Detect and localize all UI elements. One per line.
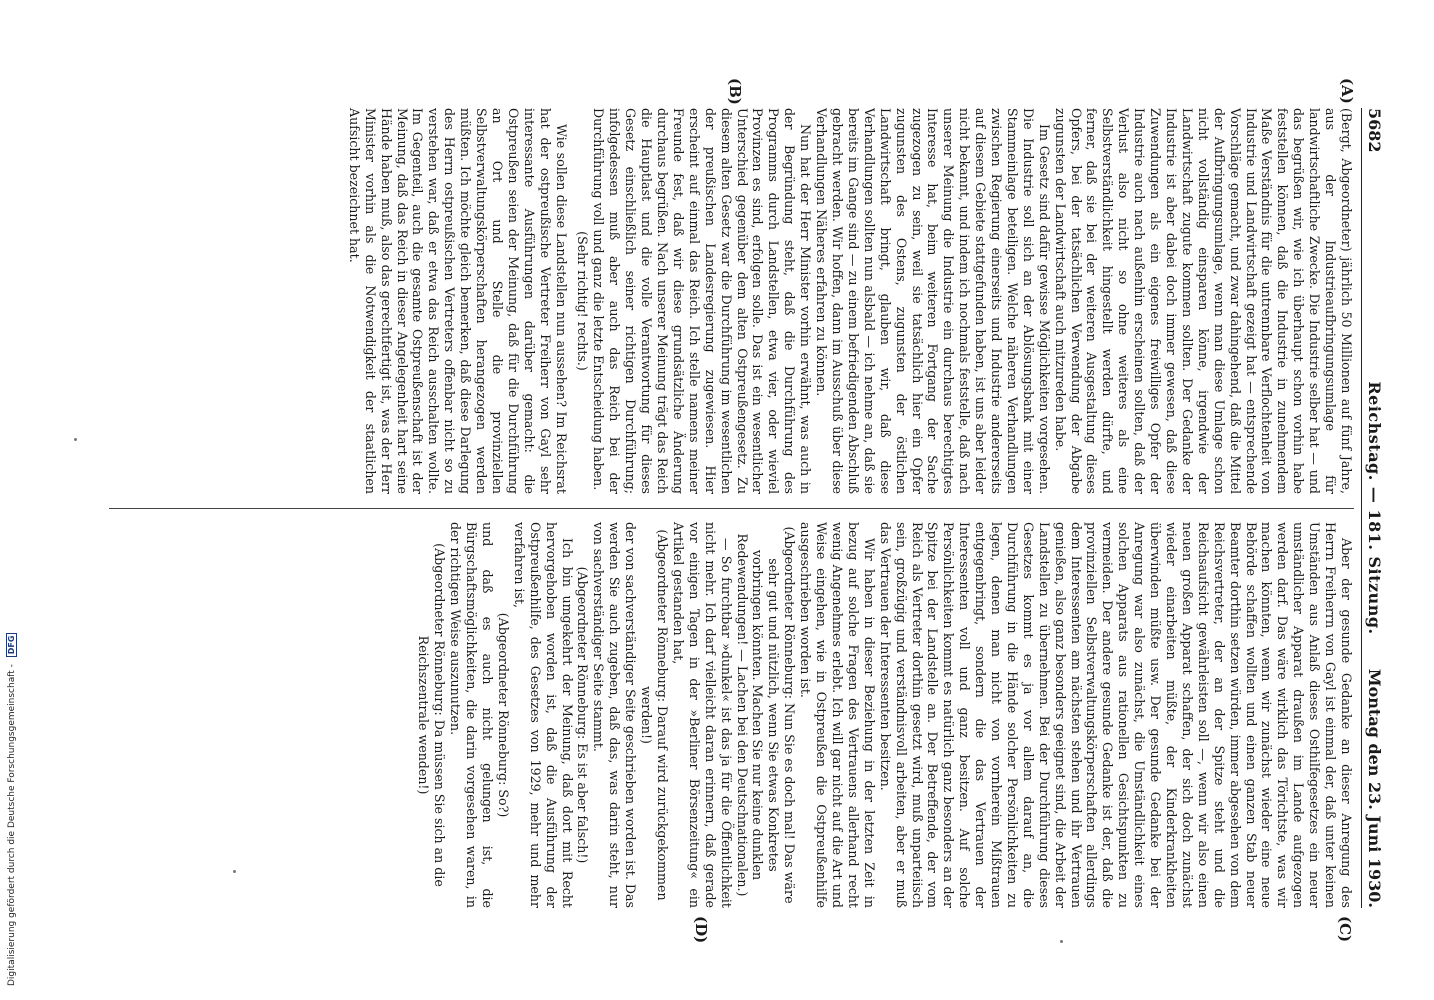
interjection: (Abgeordneter Rönneburg: Nun Sie es doch mal! Das wäre sehr gut und nützlich, wenn Sie etwas Konkretes vorbringen könnten. Machen Sie nur keine dunklen Redewendungen! — Lachen bei den Deutschnationalen.) [734,526,798,904]
paragraph: Im Gesetz sind dafür gewisse Möglichkeiten vorgesehen. Die Industrie soll sich an der Ablösungsbank mit einer Stammeinlage beteiligen. Welche näheren Verhandlungen zwischen Regierung einerseits und Industrie andererseits auf diesem Gebiete stattgefunden haben, ist uns aber leider nicht bekannt, und indem ich nochmals feststelle, daß nach unserer Meinung die Industrie ein durchaus berechtigtes Interesse hat, beim weiteren Fortgang der Sache zugezogen zu sein, weil sie tatsächlich hier ein Opfer zugunsten des Ostens, zugunsten der östlichen Landwirtschaft bringt, glauben wir, daß diese Verhandlungen sollten nun alsbald — ich nehme an, daß sie bereits im Gange sind — zu einem befriedigenden Abschluß gebracht werden. Wir hoffen, dann im Ausschuß über diese Verhandlungen Näheres erfahren zu können. [814,108,1052,494]
scan-speck [74,438,77,441]
margin-marker-b: (B) [726,78,744,105]
interjection: (Abgeordneter Rönneburg: Darauf wird zurückgekommen werden!) [639,529,671,901]
applause-note: (Sehr richtig! rechts.) [575,231,591,371]
margin-marker-c: (C) [1336,916,1354,943]
paragraph: Wie sollen diese Landstellen nun aussehen? Im Reichsrat hat der ostpreußische Vertreter Freiherr von Gayl sehr interessante Ausführungen darüber gemacht: die Ostpreußen seien der Meinung, daß für die Durchführung an Ort und Stelle die provinziellen Selbstverwaltungskörperschaften herangezogen werden müßten. Ich möchte gleich bemerken, daß diese Darlegung des Herrn ostpreußischen Vertreters offenbar nicht so zu verstehen war, daß er etwa das Reich ausschalten wollte. Im Gegenteil, auch die gesamte Ostpreußenschaft ist der Meinung, daß das Reich in dieser Angelegenheit hart seine Hände haben muß, also das gerechtfertigt ist, was der Herr Minister vorhin als die Notwendigkeit der staatlichen Aufsicht bezeichnet hat. [346,108,569,494]
paragraph: der von sachverständiger Seite geschrieben worden ist. Das werden Sie auch zugeben, daß das, was darin steht, nur von sachverständiger Seite stammt. [591,522,639,908]
paragraph: und daß es auch nicht gelungen ist, die Bürgschaftsmöglichkeiten, die darin vorgesehen waren, in der richtigen Weise auszunutzen. [448,522,496,908]
paragraph: — So furchtbar »dunkel« ist das ja für die Öffentlichkeit nicht mehr. Ich darf vielleicht daran erinnern, daß gerade vor einigen Tagen in der »Berliner Börsenzeitung« ein Artikel gestanden hat, [670,522,734,908]
dfg-logo-icon: DFG [6,633,17,658]
left-column [346,108,1354,494]
reichstag-protocol-page [109,78,1384,944]
paragraph: Nun hat der Herr Minister vorhin erwähnt, was auch in der Begründung steht, daß die Durchführung des Programms durch Landstellen, etwa vier, oder wieviel Provinzen es sind, erfolgen solle. Das ist ein wesentlicher Unterschied gegenüber dem alten Ostpreußengesetz. Zu diesem alten Gesetz war die Durchführung im wesentlichen der preußischen Landesregierung zugewiesen. Hier erscheint auf einmal das Reich. Ich stelle namens meiner Freunde fest, daß wir diese grundsätzliche Änderung durchaus begrüßen. Nach unserer Meinung trägt das Reich die Hauptlast und die volle Verantwortung für dieses Gesetz einschließlich seiner richtigen Durchführung; infolgedessen muß aber auch das Reich bei der Durchführung voll und ganz die letzte Entscheidung haben. [591,108,814,494]
paragraph: Aber der gesunde Gedanke an dieser Anregung des Herrn Freiherrn von Gayl ist einmal der, daß unter keinen Umständen aus Anlaß dieses Osthilfegesetzes ein neuer umständlicher Apparat draußen im Lande aufgezogen werden darf. Das wäre wirklich das Törichtste, was wir machen könnten, wenn wir zunächst wieder eine neue Behörde schaffen wollten und einen ganzen Stab neuer Beamter dorthin setzen würden, immer abgesehen von dem Reichsvertreter, der an der Spitze steht und die Reichsaufsicht gewährleisten soll —, wenn wir also einen neuen großen Apparat schaffen, der sich doch zunächst wieder einarbeiten müßte, der Kinderkrankheiten überwinden müßte usw. Der gesunde Gedanke bei der Anregung war also zunächst, die Umständlichkeit eines solchen Apparats aus rationellen Gesichtspunkten zu vermeiden. Der andere gesunde Gedanke ist der, daß die provinziellen Selbstverwaltungskörperschaften allerdings dem Interessenten am nächsten stehen und ihr Vertrauen genießen, also ganz besonders geeignet sind, die Arbeit der Landstellen zu übernehmen. Bei der Durchführung dieses Gesetzes kommt es ja vor allem darauf an, die Durchführung in die Hände solcher Persönlichkeiten zu legen, denen man nicht von vornherein Mißtrauen entgegenbringt, sondern die das Vertrauen der Interessenten voll und ganz besitzen. Auf solche Persönlichkeiten kommt es natürlich ganz besonders an der Spitze bei der Landstelle an. Der Betreffende, der vom Reich als Vertreter dorthin gesetzt wird, muß unparteiisch sein, großzügig und verständnisvoll arbeiten, aber er muß das Vertrauen der Interessenten besitzen. [877,522,1354,908]
paragraph: Ich bin umgekehrt der Meinung, daß dort mit Recht hervorgehoben worden ist, daß die Ausführung der Ostpreußenhilfe, des Gesetzes von 1929, mehr und mehr verfahren ist, [511,522,575,908]
interjection: (Abgeordneter Rönneburg: Es ist aber falsch!) [575,566,591,864]
interjection: (Abgeordneter Rönneburg: Da müssen Sie sich an die Reichszentrale wenden!) [416,543,448,887]
session-title: Reichstag. — 181. Sitzung. [1365,381,1384,635]
digitization-credit [6,633,17,986]
margin-marker-d: (D) [692,916,710,944]
interjection: (Abgeordneter Rönneburg: So?) [495,612,511,818]
column-divider [109,508,1354,509]
right-column [416,522,1354,908]
page-number: 5682 [1365,108,1384,153]
margin-marker-a: (A) [1338,78,1356,104]
page-header [1361,108,1384,908]
credit-text: Digitalisierung gefördert durch die Deutsche Forschungsgemeinschaft - [7,664,17,986]
session-date: Montag den 23. Juni 1930. [1365,668,1384,908]
paragraph: (Bergt, Abgeordneter) jährlich 50 Millionen auf fünf Jahre, aus der Industrieaufbringungsumlage für landwirtschaftliche Zwecke. Die Industrie selber hat — und das begrüßen wir, wie ich überhaupt schon vorhin habe feststellen können, daß die Industrie in zunehmendem Maße Verständnis für die untrennbare Verflochtenheit von Industrie und Landwirtschaft gezeigt hat — entsprechende Vorschläge gemacht, und zwar dahingehend, daß die Mittel der Aufbringungsumlage, wenn man diese Umlage schon nicht vollständig einsparen könne, irgendwie der Landwirtschaft zugute kommen sollten. Der Gedanke der Industrie ist aber dabei doch immer gewesen, daß diese Zuwendungen als ein eigenes freiwilliges Opfer der Industrie auch nach außenhin erscheinen sollten, daß der Verlust also nicht so ohne weiteres als eine Selbstverständlichkeit hingestellt werden dürfte, und ferner, daß sie bei der weiteren Ausgestaltung dieses Opfers, bei der tatsächlichen Verwendung der Abgabe zugunsten der Landwirtschaft auch mitzureden habe. [1052,108,1354,494]
scan-speck [233,870,236,873]
scan-speck [1060,940,1063,943]
paragraph: Wir haben in dieser Beziehung in der letzten Zeit in bezug auf solche Fragen des Vertrauens allerhand recht wenig Angenehmes erlebt. Ich will gar nicht auf die Art und Weise eingehen, wie in Ostpreußen die Ostpreußenhilfe ausgeschrieben worden ist. [798,522,877,908]
